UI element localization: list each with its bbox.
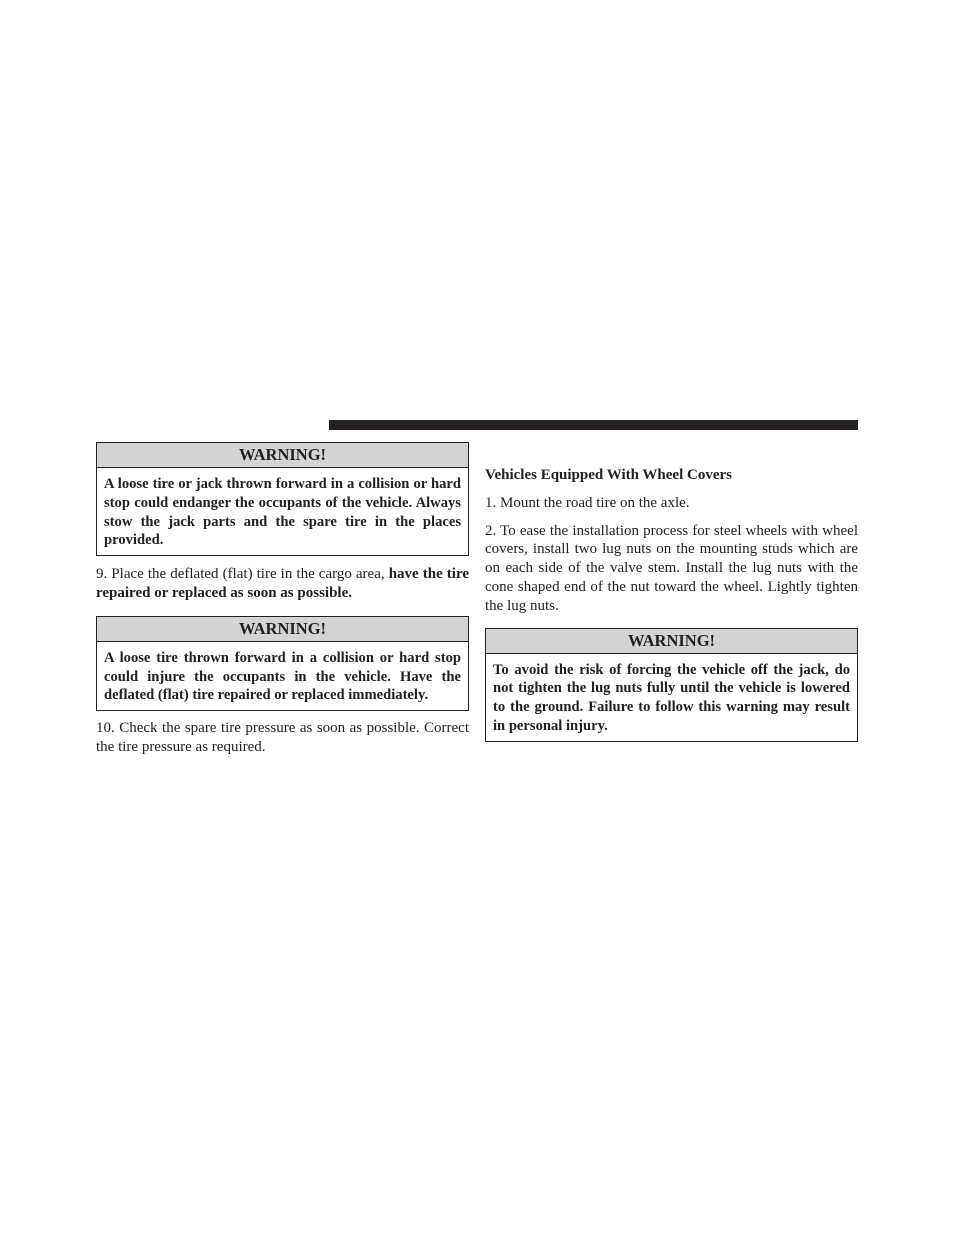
step-9 — [96, 565, 469, 603]
warning-title: WARNING! — [97, 443, 468, 468]
warning-title: WARNING! — [97, 617, 468, 642]
step-1: 1. Mount the road tire on the axle. — [485, 494, 690, 511]
step-9-bold-text: have the tire repaired or replaced as soon as possible. — [96, 566, 470, 601]
warning-box-lug-nuts — [485, 628, 858, 742]
step-2: 2. To ease the installation process for steel wheels with wheel covers, install two lug nuts on the mounting studs which are on each side of the valve stem. Install the lug nuts with the cone shaped end of the nut toward the wheel. Lightly tighten the lug nuts. — [485, 522, 858, 614]
warning-text: To avoid the risk of forcing the vehicle off the jack, do not tighten the lug nuts fully until the vehicle is lowered to the ground. Failure to follow this warning may result in personal injury. — [493, 661, 850, 734]
right-column — [485, 466, 858, 742]
step-9-text: 9. Place the deflated (flat) tire in the cargo area, — [96, 566, 385, 583]
section-header-bar — [329, 420, 858, 430]
left-column — [96, 442, 469, 757]
warning-text: A loose tire thrown forward in a collision or hard stop could injure the occupants in the vehicle. Have the deflated (flat) tire repaired or replaced immediately. — [104, 649, 461, 704]
step-10: 10. Check the spare tire pressure as soon as possible. Correct the tire pressure as required. — [96, 720, 469, 755]
section-heading: Vehicles Equipped With Wheel Covers — [485, 467, 732, 483]
warning-title: WARNING! — [486, 629, 857, 654]
warning-text: A loose tire or jack thrown forward in a collision or hard stop could endanger the occupants of the vehicle. Always stow the jack parts and the spare tire in the places provided. — [104, 476, 461, 549]
warning-box-loose-tire-jack — [96, 442, 469, 556]
warning-box-loose-tire — [96, 616, 469, 711]
